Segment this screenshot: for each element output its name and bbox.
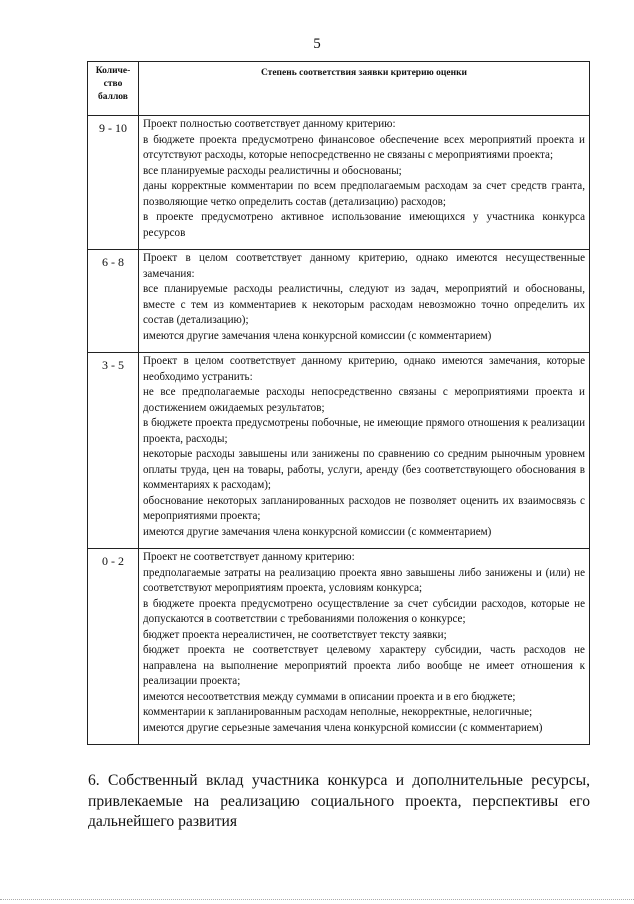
description-line: бюджет проекта нереалистичен, не соответствует тексту заявки; xyxy=(143,628,447,641)
description-line: некоторые расходы завышены или занижены по сравнению со средним рыночным уровнем оплаты труда, цен на товары, работы, услуги, аренду (без соответствующего обоснования в комментариях к расходам); xyxy=(143,448,585,491)
page-number: 5 xyxy=(313,36,321,52)
description-line: все планируемые расходы реалистичны, следуют из задач, мероприятий и обоснованы, вместе с тем из комментариев к некоторым расходам невозможно точно определить их состав (детализацию); xyxy=(143,283,585,326)
score-cell: 9 - 10 xyxy=(88,116,139,250)
header-score xyxy=(88,62,139,116)
description-line: предполагаемые затраты на реализацию проекта явно завышены либо занижены и (или) не соответствуют мероприятиям проекта, условиям конкурса; xyxy=(143,566,585,594)
table-row xyxy=(88,116,590,250)
description-line: Проект в целом соответствует данному критерию, однако имеются несущественные замечания: xyxy=(143,252,585,280)
description-cell xyxy=(139,116,590,250)
header-score-line: Количе- xyxy=(95,66,131,76)
section-heading: 6. Собственный вклад участника конкурса и дополнительные ресурсы, привлекаемые на реализацию социального проекта, перспективы его дальнейшего развития xyxy=(88,772,590,830)
description-line: в бюджете проекта предусмотрены побочные, не имеющие прямого отношения к реализации проекта, расходы; xyxy=(143,417,585,445)
description-line: имеются несоответствия между суммами в описании проекта и в его бюджете; xyxy=(143,690,516,703)
score-cell: 3 - 5 xyxy=(88,353,139,549)
description-line: бюджет проекта не соответствует целевому характеру субсидии, часть расходов не направлена на выполнение мероприятий проекта либо вообще не имеет отношения к реализации проекта; xyxy=(143,644,585,687)
description-line: имеются другие замечания члена конкурсной комиссии (с комментарием) xyxy=(143,329,492,342)
description-line: в бюджете проекта предусмотрено финансовое обеспечение всех мероприятий проекта и отсутствуют расходы, которые непосредственно не связаны с мероприятиями проекта; xyxy=(143,133,585,161)
description-line: даны корректные комментарии по всем предполагаемым расходам за счет средств гранта, позволяющие четко определить состав (детализацию) расходов; xyxy=(143,180,585,208)
description-cell xyxy=(139,250,590,353)
header-score-line: ство xyxy=(103,79,123,89)
table-body xyxy=(88,116,590,745)
table-row xyxy=(88,549,590,745)
description-line: комментарии к запланированным расходам неполные, некорректные, нелогичные; xyxy=(143,706,533,718)
table-row xyxy=(88,353,590,549)
description-line: имеются другие серьезные замечания члена конкурсной комиссии (с комментарием) xyxy=(143,721,543,734)
score-cell: 0 - 2 xyxy=(88,549,139,745)
criteria-table xyxy=(87,61,590,745)
score-cell: 6 - 8 xyxy=(88,250,139,353)
header-score-line: баллов xyxy=(98,92,128,102)
table-row xyxy=(88,250,590,353)
description-cell xyxy=(139,353,590,549)
description-line: Проект в целом соответствует данному критерию, однако имеются замечания, которые необходимо устранить: xyxy=(143,355,585,383)
table-header-row xyxy=(88,62,590,116)
description-line: Проект полностью соответствует данному критерию: xyxy=(143,118,396,130)
header-description: Степень соответствия заявки критерию оценки xyxy=(139,62,590,116)
description-cell xyxy=(139,549,590,745)
description-line: не все предполагаемые расходы непосредственно связаны с мероприятиями проекта и достижением ожидаемых результатов; xyxy=(143,386,585,414)
description-line: все планируемые расходы реалистичны и обоснованы; xyxy=(143,164,402,177)
description-line: обоснование некоторых запланированных расходов не позволяет оценить их взаимосвязь с мероприятиями проекта; xyxy=(143,494,585,522)
description-line: в проекте предусмотрено активное использование имеющихся у участника конкурса ресурсов xyxy=(143,211,585,239)
footer-dotted-line xyxy=(0,899,634,902)
description-line: Проект не соответствует данному критерию: xyxy=(143,551,355,563)
description-line: в бюджете проекта предусмотрено осуществление за счет субсидии расходов, которые не допускаются в соответствии с требованиями положения о конкурсе; xyxy=(143,597,585,625)
description-line: имеются другие замечания члена конкурсной комиссии (с комментарием) xyxy=(143,525,492,538)
